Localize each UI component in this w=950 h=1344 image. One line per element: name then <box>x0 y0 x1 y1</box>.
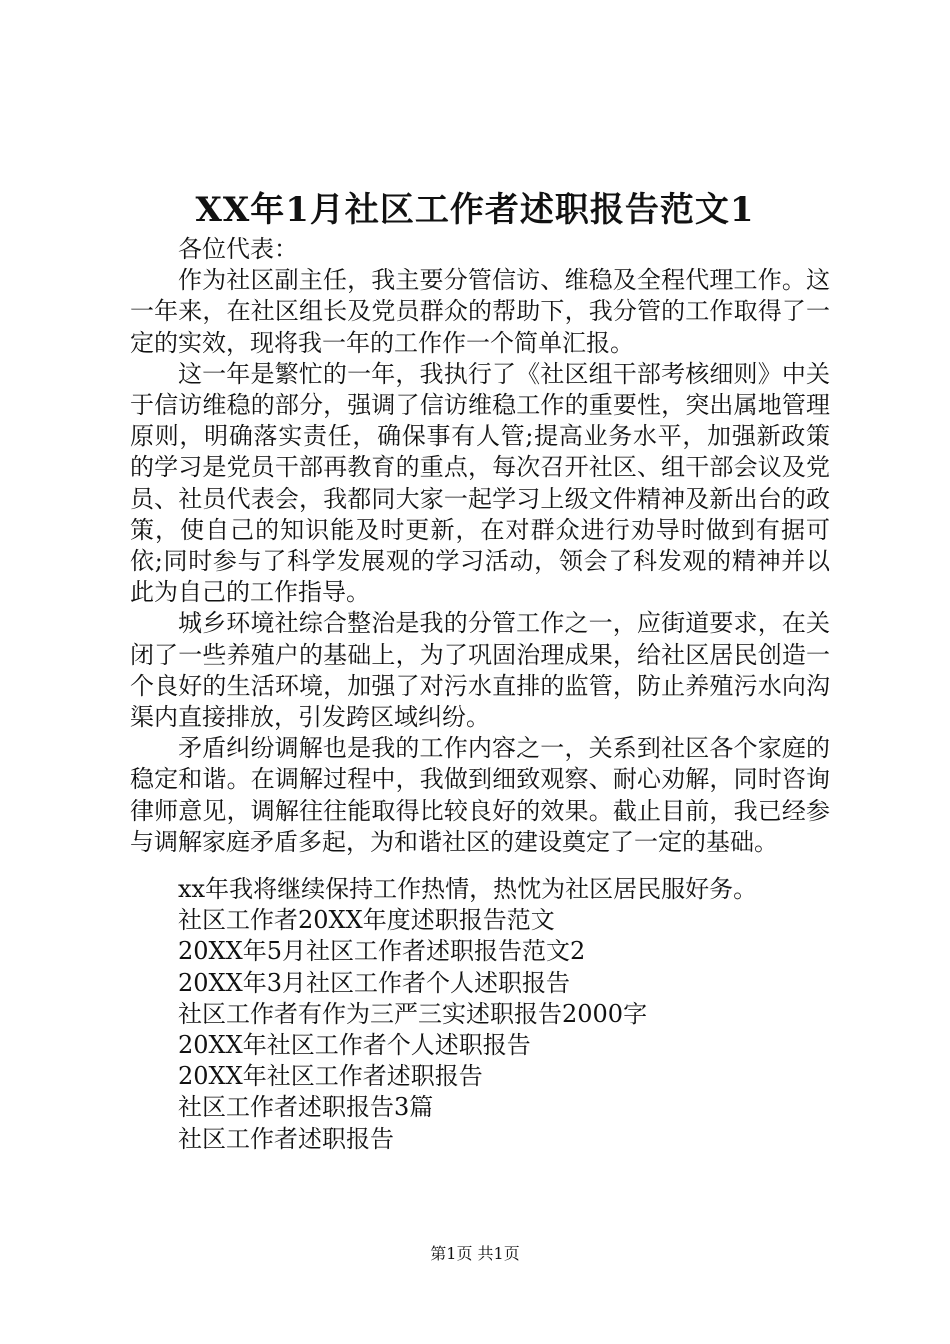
related-item: 社区工作者有作为三严三实述职报告2000字 <box>178 999 648 1028</box>
related-list <box>178 874 838 1155</box>
related-item: 20XX年社区工作者述职报告 <box>178 1062 483 1091</box>
paragraph-3: 城乡环境社综合整治是我的分管工作之一，应街道要求，在关闭了一些养殖户的基础上，为了巩固治理成果，给社区居民创造一个良好的生活环境，加强了对污水直排的监管，防止养殖污水向沟渠内直接排放，引发跨区域纠纷。 <box>130 609 830 732</box>
related-item: 社区工作者20XX年度述职报告范文 <box>178 906 555 935</box>
paragraph-2: 这一年是繁忙的一年，我执行了《社区组干部考核细则》中关于信访维稳的部分，强调了信访维稳工作的重要性，突出属地管理原则，明确落实责任，确保事有人管;提高业务水平，加强新政策的学习是党员干部再教育的重点，每次召开社区、组干部会议及党员、社员代表会，我都同大家一起学习上级文件精神及新出台的政策，使自己的知识能及时更新，在对群众进行劝导时做到有据可依;同时参与了科学发展观的学习活动，领会了科发观的精神并以此为自己的工作指导。 <box>130 359 830 607</box>
related-item: 20XX年5月社区工作者述职报告范文2 <box>178 937 586 966</box>
related-item: 20XX年3月社区工作者个人述职报告 <box>178 968 570 997</box>
document-body <box>130 234 830 858</box>
related-item: 社区工作者述职报告3篇 <box>178 1093 434 1122</box>
closing-line: xx年我将继续保持工作热情，热忱为社区居民服好务。 <box>178 875 758 903</box>
salutation: 各位代表： <box>178 235 298 263</box>
related-item: 社区工作者述职报告 <box>178 1124 394 1153</box>
related-item: 20XX年社区工作者个人述职报告 <box>178 1031 531 1060</box>
page-footer: 第1页 共1页 <box>430 1244 520 1263</box>
paragraph-4: 矛盾纠纷调解也是我的工作内容之一，关系到社区各个家庭的稳定和谐。在调解过程中，我做到细致观察、耐心劝解，同时咨询律师意见，调解往往能取得比较良好的效果。截止目前，我已经参与调解家庭矛盾多起，为和谐社区的建设奠定了一定的基础。 <box>130 734 830 856</box>
paragraph-1: 作为社区副主任，我主要分管信访、维稳及全程代理工作。这一年来，在社区组长及党员群众的帮助下，我分管的工作取得了一定的实效，现将我一年的工作作一个简单汇报。 <box>130 266 830 357</box>
document-title: XX年1月社区工作者述职报告范文1 <box>195 190 755 230</box>
